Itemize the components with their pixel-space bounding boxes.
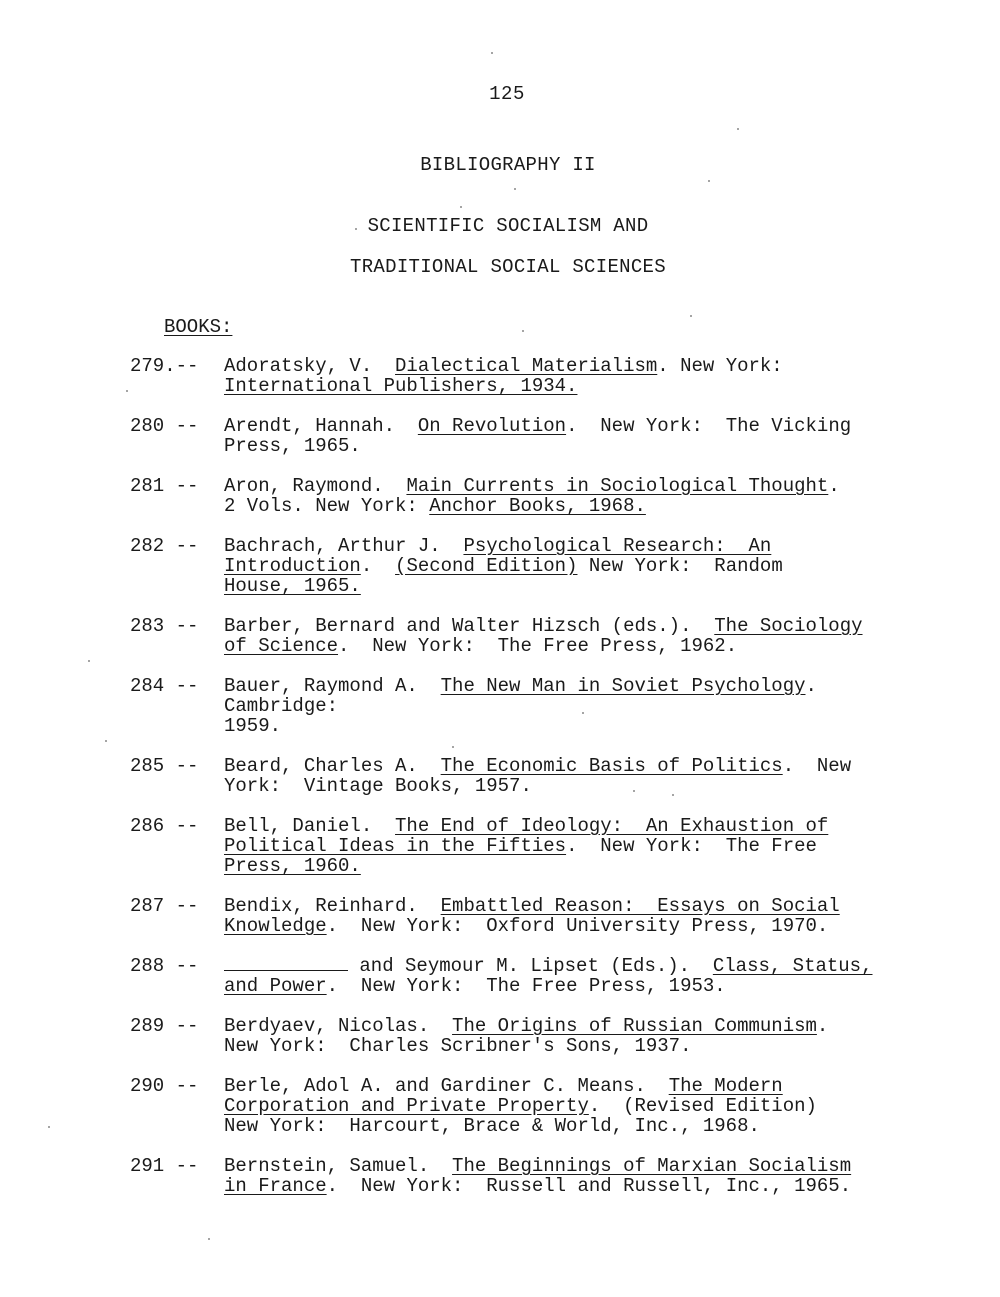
- scan-speck: [708, 180, 710, 182]
- scan-speck: [460, 206, 462, 208]
- underlined-title: Political Ideas in the Fifties: [224, 835, 567, 857]
- underlined-title: The Sociology: [714, 615, 863, 637]
- underlined-title: Introduction: [224, 555, 361, 577]
- scan-speck: [48, 1126, 50, 1128]
- underlined-title: Dialectical Materialism: [395, 355, 658, 377]
- subtitle-line-1: SCIENTIFIC SOCIALISM AND: [367, 215, 649, 237]
- underlined-title: The Beginnings of Marxian Socialism: [452, 1155, 852, 1177]
- entry-number: 282 --: [130, 535, 199, 557]
- citation-line: [224, 1116, 920, 1136]
- ditto-author-rule: [224, 956, 348, 971]
- underlined-title: and Power: [224, 975, 327, 997]
- citation-line: [224, 1176, 920, 1196]
- scan-speck: [582, 712, 584, 714]
- underlined-title: Main Currents in Sociological Thought: [406, 475, 829, 497]
- citation-line: [224, 556, 920, 576]
- bibliography-entry: [130, 896, 920, 936]
- entry-citation: [224, 896, 920, 936]
- citation-line: [224, 756, 920, 776]
- underlined-title: Psychological Research: An: [463, 535, 772, 557]
- entry-citation: [224, 956, 920, 996]
- citation-line: [224, 1036, 920, 1056]
- underlined-title: The Economic Basis of Politics: [440, 755, 783, 777]
- entry-citation: [224, 616, 920, 656]
- citation-text: Bachrach, Arthur J.: [224, 535, 464, 557]
- underlined-title: of Science: [224, 635, 339, 657]
- scan-speck: [690, 315, 692, 317]
- citation-line: [224, 376, 920, 396]
- citation-line: [224, 896, 920, 916]
- citation-text: .: [805, 675, 817, 697]
- citation-line: [224, 916, 920, 936]
- citation-text: .: [828, 475, 840, 497]
- bibliography-entry: [130, 536, 920, 596]
- citation-text: 1959.: [224, 715, 282, 737]
- citation-text: Aron, Raymond.: [224, 475, 407, 497]
- citation-line: [224, 1076, 920, 1096]
- scan-speck: [672, 794, 674, 796]
- citation-text: . (Revised Edition): [588, 1095, 817, 1117]
- citation-text: . New York: The Free Press, 1962.: [338, 635, 738, 657]
- citation-line: [224, 476, 920, 496]
- citation-line: [224, 436, 920, 456]
- citation-text: Cambridge:: [224, 695, 339, 717]
- bibliography-list: [130, 356, 920, 1216]
- citation-line: [224, 836, 920, 856]
- entry-number: 279.--: [130, 355, 199, 377]
- citation-line: [224, 496, 920, 516]
- entry-number: 285 --: [130, 755, 199, 777]
- bibliography-title: BIBLIOGRAPHY II: [420, 154, 596, 176]
- citation-line: [224, 976, 920, 996]
- bibliography-entry: [130, 816, 920, 876]
- citation-text: Berle, Adol A. and Gardiner C. Means.: [224, 1075, 669, 1097]
- entry-number: 287 --: [130, 895, 199, 917]
- underlined-title: The New Man in Soviet Psychology: [440, 675, 806, 697]
- bibliography-entry: [130, 356, 920, 396]
- underlined-title: Embattled Reason: Essays on Social: [440, 895, 840, 917]
- scan-speck: [105, 740, 107, 742]
- citation-text: . New York: The Free: [566, 835, 817, 857]
- section-heading-books: BOOKS:: [164, 316, 233, 338]
- page-number: 125: [489, 83, 525, 105]
- citation-text: New York: Random: [577, 555, 783, 577]
- entry-citation: [224, 676, 920, 736]
- citation-text: Bernstein, Samuel.: [224, 1155, 453, 1177]
- bibliography-entry: [130, 756, 920, 796]
- citation-line: [224, 816, 920, 836]
- underlined-title: Press, 1960.: [224, 855, 361, 877]
- citation-line: [224, 776, 920, 796]
- citation-line: [224, 956, 920, 976]
- entry-citation: [224, 536, 920, 596]
- scan-speck: [737, 128, 739, 130]
- citation-text: Bendix, Reinhard.: [224, 895, 441, 917]
- underlined-title: Anchor Books, 1968.: [429, 495, 646, 517]
- underlined-title: House, 1965.: [224, 575, 361, 597]
- citation-text: . New York: Oxford University Press, 1970.: [326, 915, 829, 937]
- entry-citation: [224, 1016, 920, 1056]
- scan-speck: [208, 1238, 210, 1240]
- underlined-title: On Revolution: [417, 415, 567, 437]
- citation-line: [224, 1156, 920, 1176]
- citation-text: . New York:: [657, 355, 783, 377]
- citation-text: . New: [782, 755, 852, 777]
- entry-number: 290 --: [130, 1075, 199, 1097]
- scan-speck: [514, 188, 516, 190]
- bibliography-entry: [130, 476, 920, 516]
- scan-speck: [452, 746, 454, 748]
- citation-text: . New York: Russell and Russell, Inc., 1965.: [326, 1175, 852, 1197]
- citation-text: . New York: The Free Press, 1953.: [326, 975, 726, 997]
- citation-text: Bell, Daniel.: [224, 815, 396, 837]
- bibliography-entry: [130, 1156, 920, 1196]
- entry-number: 284 --: [130, 675, 199, 697]
- entry-citation: [224, 1076, 920, 1136]
- citation-line: [224, 536, 920, 556]
- citation-text: New York: Harcourt, Brace & World, Inc., 1968.: [224, 1115, 760, 1137]
- entry-number: 289 --: [130, 1015, 199, 1037]
- entry-citation: [224, 476, 920, 516]
- bibliography-entry: [130, 416, 920, 456]
- underlined-title: Corporation and Private Property: [224, 1095, 589, 1117]
- citation-line: [224, 856, 920, 876]
- citation-text: York: Vintage Books, 1957.: [224, 775, 532, 797]
- scan-speck: [88, 660, 90, 662]
- subtitle-line-2: TRADITIONAL SOCIAL SCIENCES: [350, 256, 666, 278]
- citation-line: [224, 416, 920, 436]
- citation-text: and Seymour M. Lipset (Eds.).: [348, 955, 713, 977]
- underlined-title: (Second Edition): [395, 555, 578, 577]
- entry-number: 288 --: [130, 955, 199, 977]
- citation-line: [224, 696, 920, 716]
- entry-number: 291 --: [130, 1155, 199, 1177]
- citation-text: Adoratsky, V.: [224, 355, 396, 377]
- citation-text: Press, 1965.: [224, 435, 361, 457]
- bibliography-entry: [130, 616, 920, 656]
- entry-citation: [224, 816, 920, 876]
- citation-text: Bauer, Raymond A.: [224, 675, 441, 697]
- scan-speck: [491, 52, 493, 54]
- underlined-title: in France: [224, 1175, 327, 1197]
- underlined-title: The Modern: [668, 1075, 783, 1097]
- bibliography-entry: [130, 676, 920, 736]
- scan-speck: [522, 330, 524, 332]
- citation-text: New York: Charles Scribner's Sons, 1937.: [224, 1035, 692, 1057]
- underlined-title: Class, Status,: [712, 955, 873, 977]
- citation-text: Berdyaev, Nicolas.: [224, 1015, 453, 1037]
- citation-line: [224, 356, 920, 376]
- underlined-title: International Publishers, 1934.: [224, 375, 578, 397]
- citation-text: .: [360, 555, 396, 577]
- entry-number: 280 --: [130, 415, 199, 437]
- entry-citation: [224, 416, 920, 456]
- citation-line: [224, 636, 920, 656]
- entry-number: 281 --: [130, 475, 199, 497]
- citation-text: Barber, Bernard and Walter Hizsch (eds.).: [224, 615, 715, 637]
- entry-number: 283 --: [130, 615, 199, 637]
- citation-text: Arendt, Hannah.: [224, 415, 418, 437]
- underlined-title: Knowledge: [224, 915, 327, 937]
- scan-speck: [355, 228, 357, 230]
- entry-number: 286 --: [130, 815, 199, 837]
- underlined-title: The End of Ideology: An Exhaustion of: [395, 815, 829, 837]
- entry-citation: [224, 356, 920, 396]
- entry-citation: [224, 756, 920, 796]
- bibliography-entry: [130, 1016, 920, 1056]
- citation-line: [224, 576, 920, 596]
- citation-line: [224, 716, 920, 736]
- citation-line: [224, 676, 920, 696]
- entry-citation: [224, 1156, 920, 1196]
- citation-text: .: [816, 1015, 829, 1037]
- citation-text: . New York: The Vicking: [566, 415, 852, 437]
- scan-speck: [633, 790, 635, 792]
- scan-speck: [126, 390, 128, 392]
- underlined-title: The Origins of Russian Communism: [452, 1015, 817, 1037]
- citation-text: 2 Vols. New York:: [224, 495, 430, 517]
- citation-line: [224, 1016, 920, 1036]
- citation-text: Beard, Charles A.: [224, 755, 441, 777]
- citation-line: [224, 616, 920, 636]
- citation-line: [224, 1096, 920, 1116]
- bibliography-entry: [130, 1076, 920, 1136]
- bibliography-entry: [130, 956, 920, 996]
